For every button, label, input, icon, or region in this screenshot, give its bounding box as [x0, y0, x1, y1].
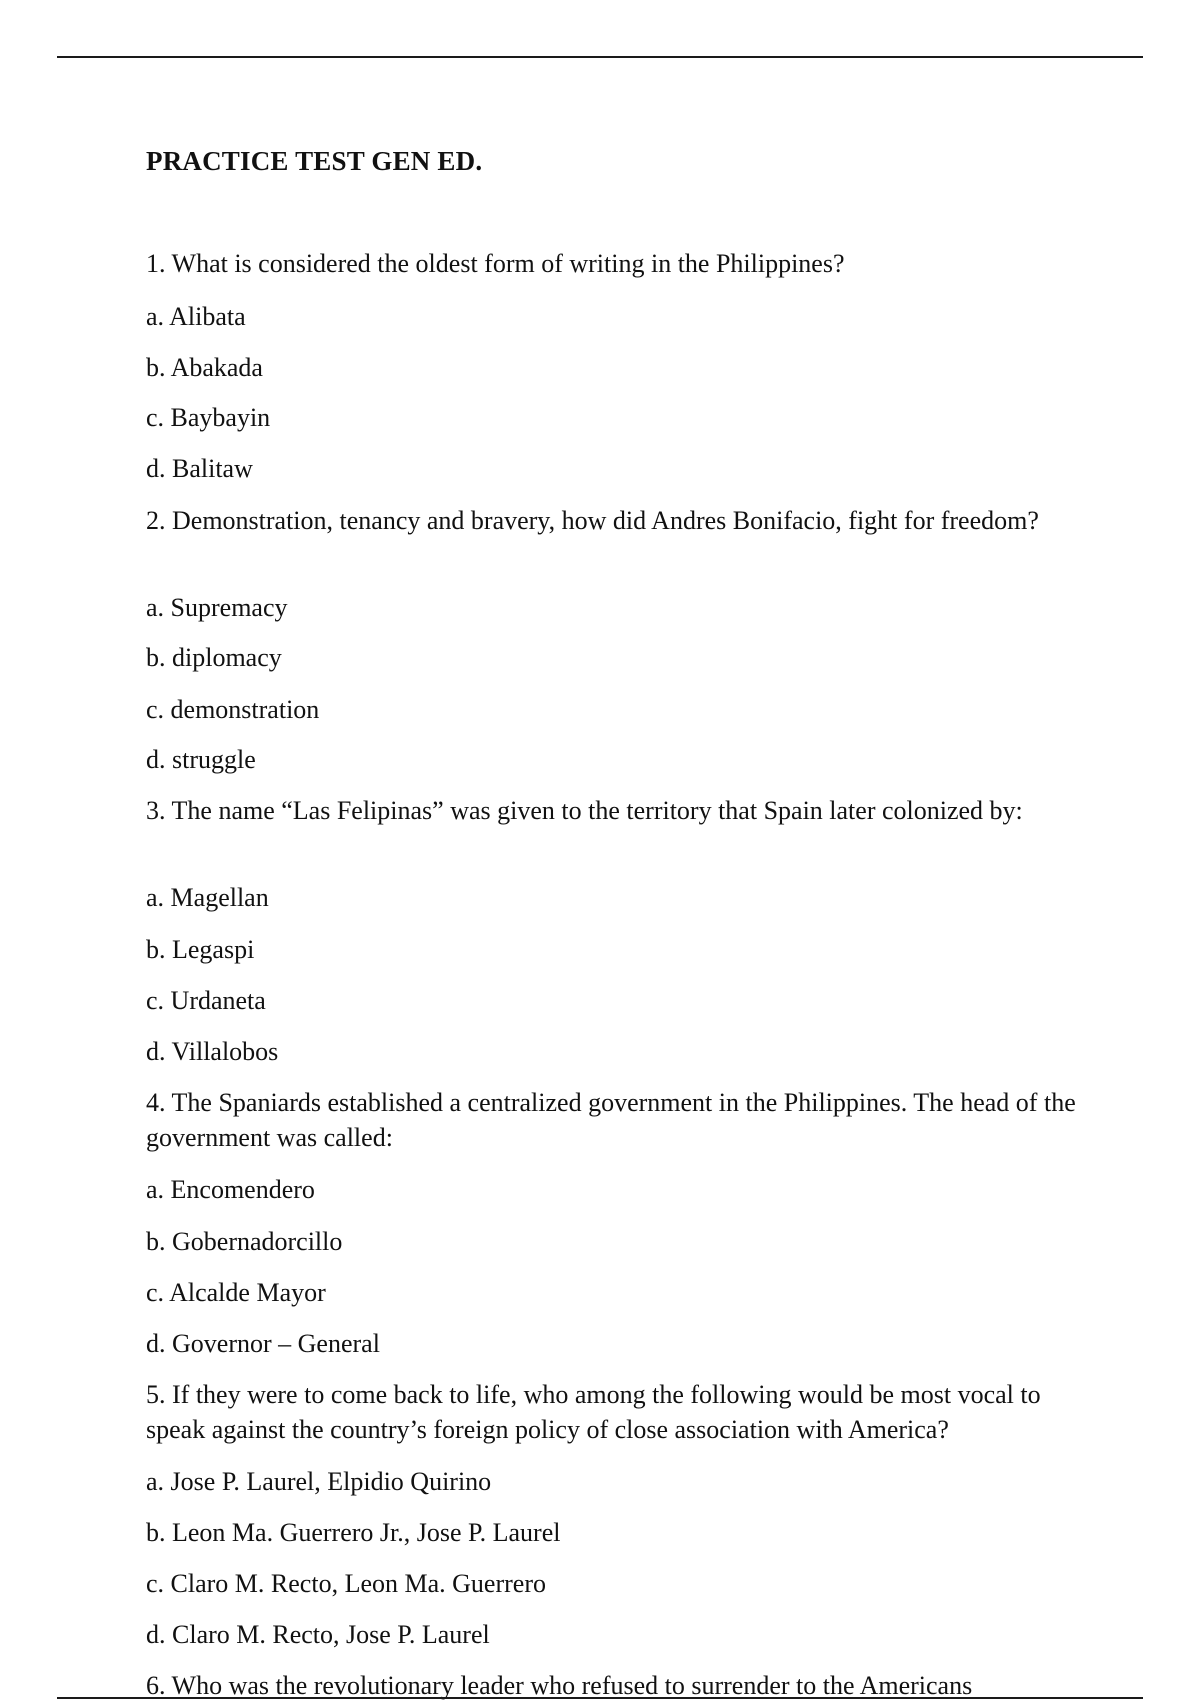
question-3: 3. The name “Las Felipinas” was given to the territory that Spain later colonized by:: [146, 796, 1023, 825]
page-bottom-rule: [57, 1697, 1143, 1699]
q5-choice-d: d. Claro M. Recto, Jose P. Laurel: [146, 1620, 490, 1649]
q3-choice-b: b. Legaspi: [146, 935, 255, 964]
question-4: 4. The Spaniards established a centralized government in the Philippines. The head of the government was called:: [146, 1088, 1076, 1152]
q4-choice-d: d. Governor – General: [146, 1329, 380, 1358]
q4-choice-c: c. Alcalde Mayor: [146, 1278, 326, 1307]
q1-choice-a: a. Alibata: [146, 302, 246, 331]
q3-choice-c: c. Urdaneta: [146, 986, 266, 1015]
question-6: 6. Who was the revolutionary leader who refused to surrender to the Americans: [146, 1671, 973, 1700]
question-1: 1. What is considered the oldest form of writing in the Philippines?: [146, 249, 845, 278]
q2-choice-d: d. struggle: [146, 745, 256, 774]
page-top-rule: [57, 56, 1143, 58]
q4-choice-b: b. Gobernadorcillo: [146, 1227, 343, 1256]
q1-choice-b: b. Abakada: [146, 353, 263, 382]
q2-choice-a: a. Supremacy: [146, 593, 288, 622]
q5-choice-c: c. Claro M. Recto, Leon Ma. Guerrero: [146, 1569, 546, 1598]
q4-choice-a: a. Encomendero: [146, 1175, 315, 1204]
question-2: 2. Demonstration, tenancy and bravery, how did Andres Bonifacio, fight for freedom?: [146, 506, 1039, 535]
question-5: 5. If they were to come back to life, who among the following would be most vocal to speak against the country’s foreign policy of close association with America?: [146, 1380, 1041, 1444]
q5-choice-b: b. Leon Ma. Guerrero Jr., Jose P. Laurel: [146, 1518, 561, 1547]
q1-choice-d: d. Balitaw: [146, 454, 253, 483]
page-title: PRACTICE TEST GEN ED.: [146, 146, 483, 176]
q2-choice-b: b. diplomacy: [146, 643, 282, 672]
q5-choice-a: a. Jose P. Laurel, Elpidio Quirino: [146, 1467, 492, 1496]
q3-choice-a: a. Magellan: [146, 883, 269, 912]
q2-choice-c: c. demonstration: [146, 695, 320, 724]
q1-choice-c: c. Baybayin: [146, 403, 271, 432]
q3-choice-d: d. Villalobos: [146, 1037, 279, 1066]
